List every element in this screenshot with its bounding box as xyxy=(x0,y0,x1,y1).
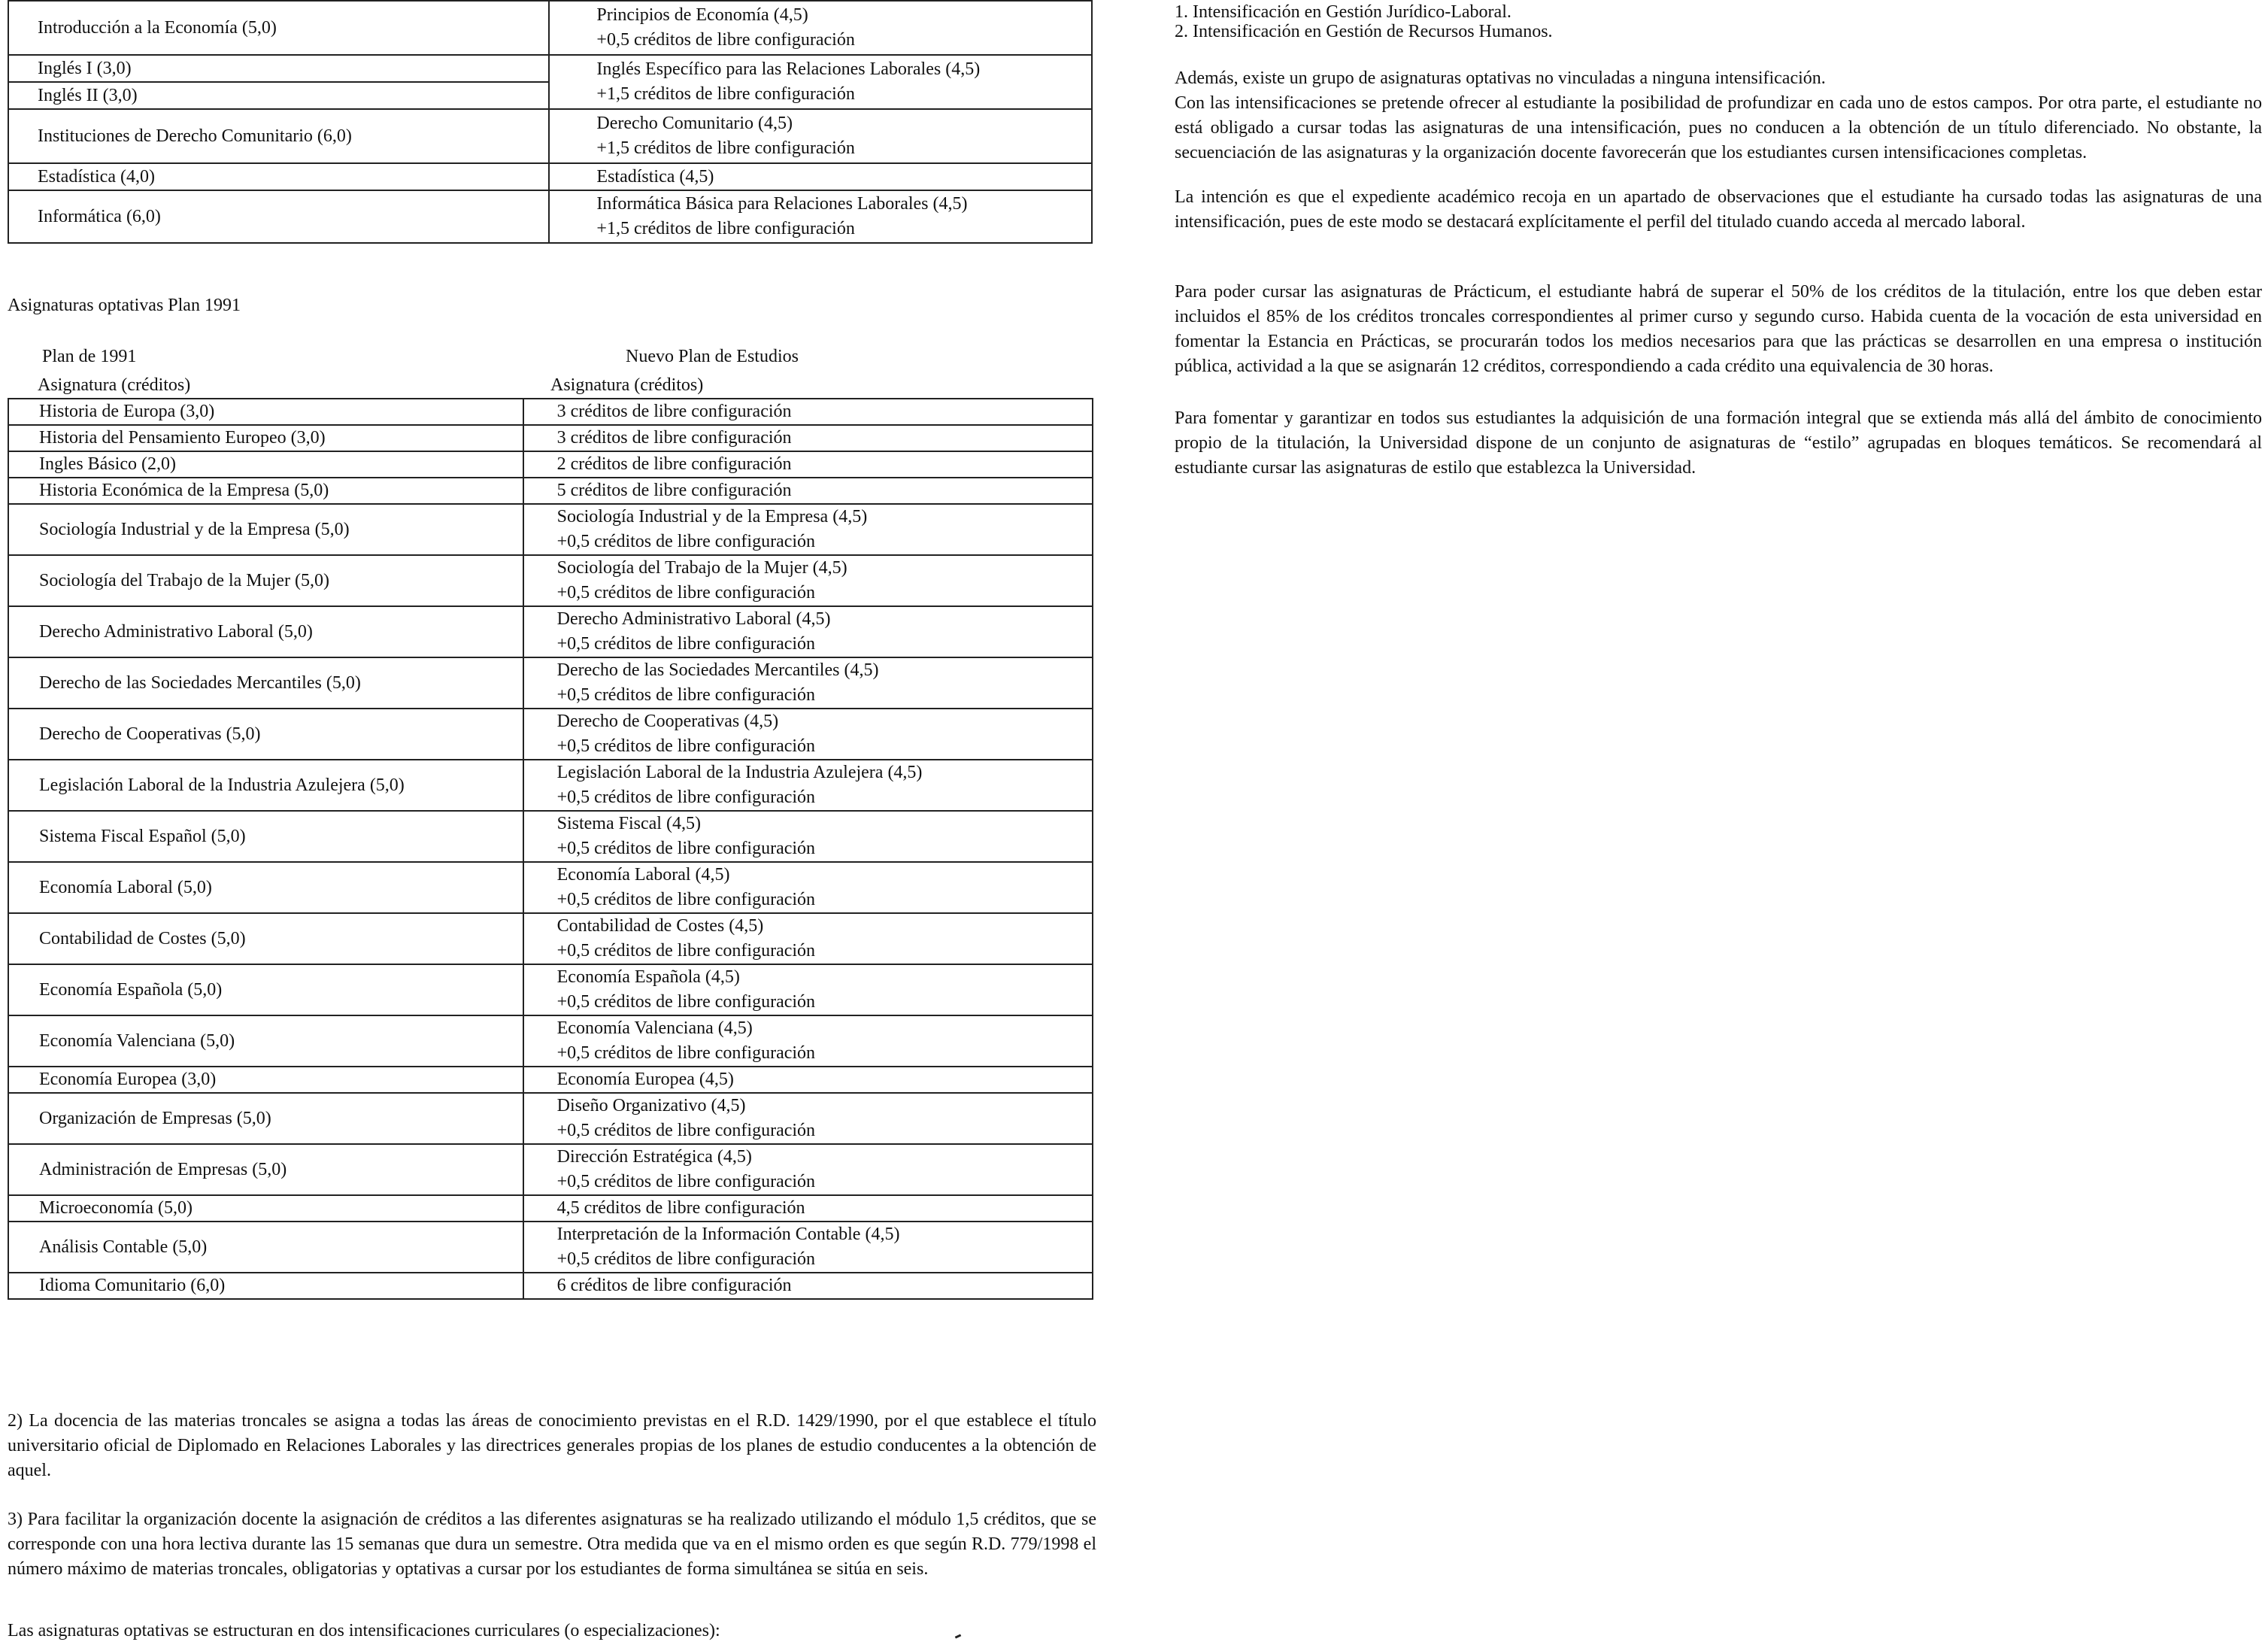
table-row xyxy=(8,190,1092,243)
table-row xyxy=(8,478,1093,504)
new-subject-cell xyxy=(549,55,1092,109)
new-subject-line: Derecho de las Sociedades Mercantiles (4,5) xyxy=(556,660,879,680)
table-row xyxy=(8,425,1093,451)
table-row xyxy=(8,1015,1093,1067)
column-title-old-plan: Plan de 1991 xyxy=(42,347,137,366)
paragraph-intensificaciones-intro: Las asignaturas optativas se estructuran en dos intensificaciones curriculares (o especializaciones): xyxy=(8,1621,720,1640)
new-subject-line: Estadística (4,5) xyxy=(596,166,714,187)
table-row xyxy=(8,1273,1093,1299)
new-subject-line: Sistema Fiscal (4,5) xyxy=(556,814,701,833)
new-subject-line: +0,5 créditos de libre configuración xyxy=(556,583,816,602)
equivalence-table-optativas xyxy=(8,398,1093,1300)
new-subject-cell xyxy=(523,399,1093,425)
old-subject-cell: Economía Española (5,0) xyxy=(8,964,523,1015)
paragraph-expediente: La intención es que el expediente académico recoja en un apartado de observaciones que el estudiante ha cursado todas las asignaturas de una intensificación, pues de este modo se destacará explícitamente el perfil del titulado cuando acceda al mercado laboral. xyxy=(1175,187,2262,232)
new-subject-line: +1,5 créditos de libre configuración xyxy=(596,219,855,238)
table-row xyxy=(8,1067,1093,1093)
old-subject-cell: Análisis Contable (5,0) xyxy=(8,1222,523,1273)
new-subject-line: +0,5 créditos de libre configuración xyxy=(556,685,816,705)
new-subject-cell xyxy=(523,451,1093,478)
table-row xyxy=(8,109,1092,163)
new-subject-line: +0,5 créditos de libre configuración xyxy=(556,634,816,654)
equivalence-table-troncales xyxy=(8,0,1093,244)
new-subject-line: 5 créditos de libre configuración xyxy=(556,481,792,500)
table-row xyxy=(8,657,1093,709)
paragraph-organizacion: 3) Para facilitar la organización docente la asignación de créditos a las diferentes asignaturas se ha realizado utilizando el módulo 1,5 créditos, que se corresponde con una hora lectiva durante las 15 semanas que dura un semestre. Otra medida que va en el mismo orden es que según R.D. 779/1998 el número máximo de materias troncales, obligatorias y optativas a cursar por los estudiantes de forma simultánea se sitúa en seis. xyxy=(8,1510,1096,1579)
paragraph-practicum: Para poder cursar las asignaturas de Prácticum, el estudiante habrá de superar el 50% de los créditos de la titulación, entre los que deben estar incluidos el 85% de los créditos troncales correspondientes al primer curso y segundo curso. Habida cuenta de la vocación de esta universidad en fomentar la Estancia en Prácticas, se procurarán todos los medios necesarios para que las prácticas se desarrollen en una empresa o institución pública, actividad a la que se asignarán 12 créditos, correspondiendo a cada crédito una equivalencia de 30 horas. xyxy=(1175,282,2262,376)
old-subject-cell: Microeconomía (5,0) xyxy=(8,1195,523,1222)
new-subject-cell xyxy=(523,964,1093,1015)
new-subject-line: Economía Valenciana (4,5) xyxy=(556,1018,753,1038)
old-subject-cell: Historia del Pensamiento Europeo (3,0) xyxy=(8,425,523,451)
table-row xyxy=(8,1093,1093,1144)
table-row xyxy=(8,1222,1093,1273)
new-subject-cell xyxy=(523,1093,1093,1144)
new-subject-cell xyxy=(549,190,1092,243)
new-subject-cell xyxy=(523,1015,1093,1067)
old-subject-cell: Historia de Europa (3,0) xyxy=(8,399,523,425)
table-row xyxy=(8,451,1093,478)
old-subject-cell: Contabilidad de Costes (5,0) xyxy=(8,913,523,964)
new-subject-cell xyxy=(549,109,1092,163)
new-subject-cell xyxy=(523,811,1093,862)
new-subject-cell xyxy=(549,163,1092,190)
new-subject-line: +0,5 créditos de libre configuración xyxy=(556,736,816,756)
old-subject-cell: Derecho de las Sociedades Mercantiles (5,0) xyxy=(8,657,523,709)
new-subject-line: Dirección Estratégica (4,5) xyxy=(556,1147,752,1167)
new-subject-cell xyxy=(523,913,1093,964)
new-subject-line: Sociología Industrial y de la Empresa (4,5) xyxy=(556,507,868,527)
new-subject-cell xyxy=(523,657,1093,709)
new-subject-cell xyxy=(523,504,1093,555)
old-subject-cell: Economía Laboral (5,0) xyxy=(8,862,523,913)
new-subject-cell xyxy=(523,606,1093,657)
old-subject-cell: Instituciones de Derecho Comunitario (6,0) xyxy=(8,109,549,163)
old-subject-cell: Economía Valenciana (5,0) xyxy=(8,1015,523,1067)
new-subject-line: +0,5 créditos de libre configuración xyxy=(556,890,816,909)
old-subject-cell: Sistema Fiscal Español (5,0) xyxy=(8,811,523,862)
new-subject-cell xyxy=(523,1195,1093,1222)
old-subject-cell: Economía Europea (3,0) xyxy=(8,1067,523,1093)
new-subject-cell xyxy=(523,709,1093,760)
new-subject-line: +1,5 créditos de libre configuración xyxy=(596,138,855,158)
column-subtitle-old-plan: Asignatura (créditos) xyxy=(38,375,191,395)
table-row xyxy=(8,1,1092,55)
table-row xyxy=(8,964,1093,1015)
new-subject-line: Derecho Administrativo Laboral (4,5) xyxy=(556,609,831,629)
new-subject-line: Inglés Específico para las Relaciones Laborales (4,5) xyxy=(596,59,981,79)
table-row xyxy=(8,760,1093,811)
paragraph-docencia: 2) La docencia de las materias troncales se asigna a todas las áreas de conocimiento previstas en el R.D. 1429/1990, por el que establece el título universitario oficial de Diplomado en Relaciones Laborales y las directrices generales propias de los planes de estudio conducentes a la obtención de aquel. xyxy=(8,1411,1096,1480)
new-subject-line: +0,5 créditos de libre configuración xyxy=(556,1121,816,1140)
section-heading: Asignaturas optativas Plan 1991 xyxy=(8,296,241,315)
old-subject-cell: Ingles Básico (2,0) xyxy=(8,451,523,478)
new-subject-cell xyxy=(549,1,1092,55)
new-subject-cell xyxy=(523,1067,1093,1093)
new-subject-line: Economía Laboral (4,5) xyxy=(556,865,730,885)
new-subject-line: 3 créditos de libre configuración xyxy=(556,428,792,448)
new-subject-line: Derecho Comunitario (4,5) xyxy=(596,114,793,133)
new-subject-line: Sociología del Trabajo de la Mujer (4,5) xyxy=(556,558,847,578)
table-row xyxy=(8,1144,1093,1195)
paragraph-estilo: Para fomentar y garantizar en todos sus estudiantes la adquisición de una formación integral que se extienda más allá del ámbito de conocimiento propio de la titulación, la Universidad dispone de un conjunto de asignaturas de “estilo” agrupadas en bloques temáticos. Se recomendará al estudiante cursar las asignaturas de estilo que establezca la Universidad. xyxy=(1175,408,2262,478)
table-row xyxy=(8,862,1093,913)
table-row xyxy=(8,55,1092,82)
old-subject-cell: Organización de Empresas (5,0) xyxy=(8,1093,523,1144)
new-subject-line: +0,5 créditos de libre configuración xyxy=(556,1043,816,1063)
new-subject-cell xyxy=(523,1222,1093,1273)
old-subject-cell: Estadística (4,0) xyxy=(8,163,549,190)
new-subject-line: +0,5 créditos de libre configuración xyxy=(556,941,816,961)
list-item: 1. Intensificación en Gestión Jurídico-Laboral. xyxy=(1175,2,1511,22)
new-subject-line: Economía Española (4,5) xyxy=(556,967,740,987)
paragraph-intensificaciones: Con las intensificaciones se pretende ofrecer al estudiante la posibilidad de profundizar en cada uno de estos campos. Por otra parte, el estudiante no está obligado a cursar todas las asignaturas de una intensificación, pues no conducen a la obtención de un título diferenciado. No obstante, la secuenciación de las asignaturas y la organización docente favorecerán que los estudiantes cursen intensificaciones completas. xyxy=(1175,93,2262,162)
column-subtitle-new-plan: Asignatura (créditos) xyxy=(550,375,704,395)
new-subject-line: +0,5 créditos de libre configuración xyxy=(556,1249,816,1269)
old-subject-cell: Introducción a la Economía (5,0) xyxy=(8,1,549,55)
new-subject-cell xyxy=(523,862,1093,913)
old-subject-cell: Administración de Empresas (5,0) xyxy=(8,1144,523,1195)
new-subject-cell xyxy=(523,1273,1093,1299)
paragraph-optativas-no-vinculadas: Además, existe un grupo de asignaturas optativas no vinculadas a ninguna intensificación. xyxy=(1175,68,1826,88)
table-row xyxy=(8,555,1093,606)
new-subject-line: Informática Básica para Relaciones Laborales (4,5) xyxy=(596,194,968,214)
new-subject-cell xyxy=(523,555,1093,606)
new-subject-line: 3 créditos de libre configuración xyxy=(556,402,792,421)
table-row xyxy=(8,504,1093,555)
new-subject-line: +0,5 créditos de libre configuración xyxy=(556,839,816,858)
new-subject-cell xyxy=(523,760,1093,811)
old-subject-cell: Derecho Administrativo Laboral (5,0) xyxy=(8,606,523,657)
new-subject-line: 6 créditos de libre configuración xyxy=(556,1276,792,1295)
table-row xyxy=(8,709,1093,760)
new-subject-line: +0,5 créditos de libre configuración xyxy=(556,532,816,551)
table-row xyxy=(8,399,1093,425)
old-subject-cell: Historia Económica de la Empresa (5,0) xyxy=(8,478,523,504)
new-subject-line: 4,5 créditos de libre configuración xyxy=(556,1198,805,1218)
old-subject-cell: Sociología del Trabajo de la Mujer (5,0) xyxy=(8,555,523,606)
table-row xyxy=(8,1195,1093,1222)
table-row xyxy=(8,606,1093,657)
new-subject-line: +1,5 créditos de libre configuración xyxy=(596,84,855,104)
new-subject-cell xyxy=(523,425,1093,451)
old-subject-cell: Inglés II (3,0) xyxy=(8,82,549,109)
new-subject-line: +0,5 créditos de libre configuración xyxy=(556,788,816,807)
old-subject-cell: Informática (6,0) xyxy=(8,190,549,243)
new-subject-line: +0,5 créditos de libre configuración xyxy=(556,992,816,1012)
new-subject-line: Economía Europea (4,5) xyxy=(556,1070,734,1089)
table-row xyxy=(8,163,1092,190)
old-subject-cell: Inglés I (3,0) xyxy=(8,55,549,82)
new-subject-cell xyxy=(523,478,1093,504)
new-subject-cell xyxy=(523,1144,1093,1195)
new-subject-line: Interpretación de la Información Contable (4,5) xyxy=(556,1225,900,1244)
new-subject-line: Diseño Organizativo (4,5) xyxy=(556,1096,746,1115)
new-subject-line: Principios de Economía (4,5) xyxy=(596,5,808,25)
table-row xyxy=(8,811,1093,862)
new-subject-line: +0,5 créditos de libre configuración xyxy=(556,1172,816,1191)
new-subject-line: 2 créditos de libre configuración xyxy=(556,454,792,474)
new-subject-line: Derecho de Cooperativas (4,5) xyxy=(556,712,779,731)
new-subject-line: +0,5 créditos de libre configuración xyxy=(596,30,855,50)
old-subject-cell: Legislación Laboral de la Industria Azulejera (5,0) xyxy=(8,760,523,811)
new-subject-line: Contabilidad de Costes (4,5) xyxy=(556,916,764,936)
list-item: 2. Intensificación en Gestión de Recursos Humanos. xyxy=(1175,22,1553,41)
new-subject-line: Legislación Laboral de la Industria Azulejera (4,5) xyxy=(556,763,923,782)
table-row xyxy=(8,913,1093,964)
old-subject-cell: Sociología Industrial y de la Empresa (5,0) xyxy=(8,504,523,555)
old-subject-cell: Idioma Comunitario (6,0) xyxy=(8,1273,523,1299)
old-subject-cell: Derecho de Cooperativas (5,0) xyxy=(8,709,523,760)
column-title-new-plan: Nuevo Plan de Estudios xyxy=(626,347,799,366)
